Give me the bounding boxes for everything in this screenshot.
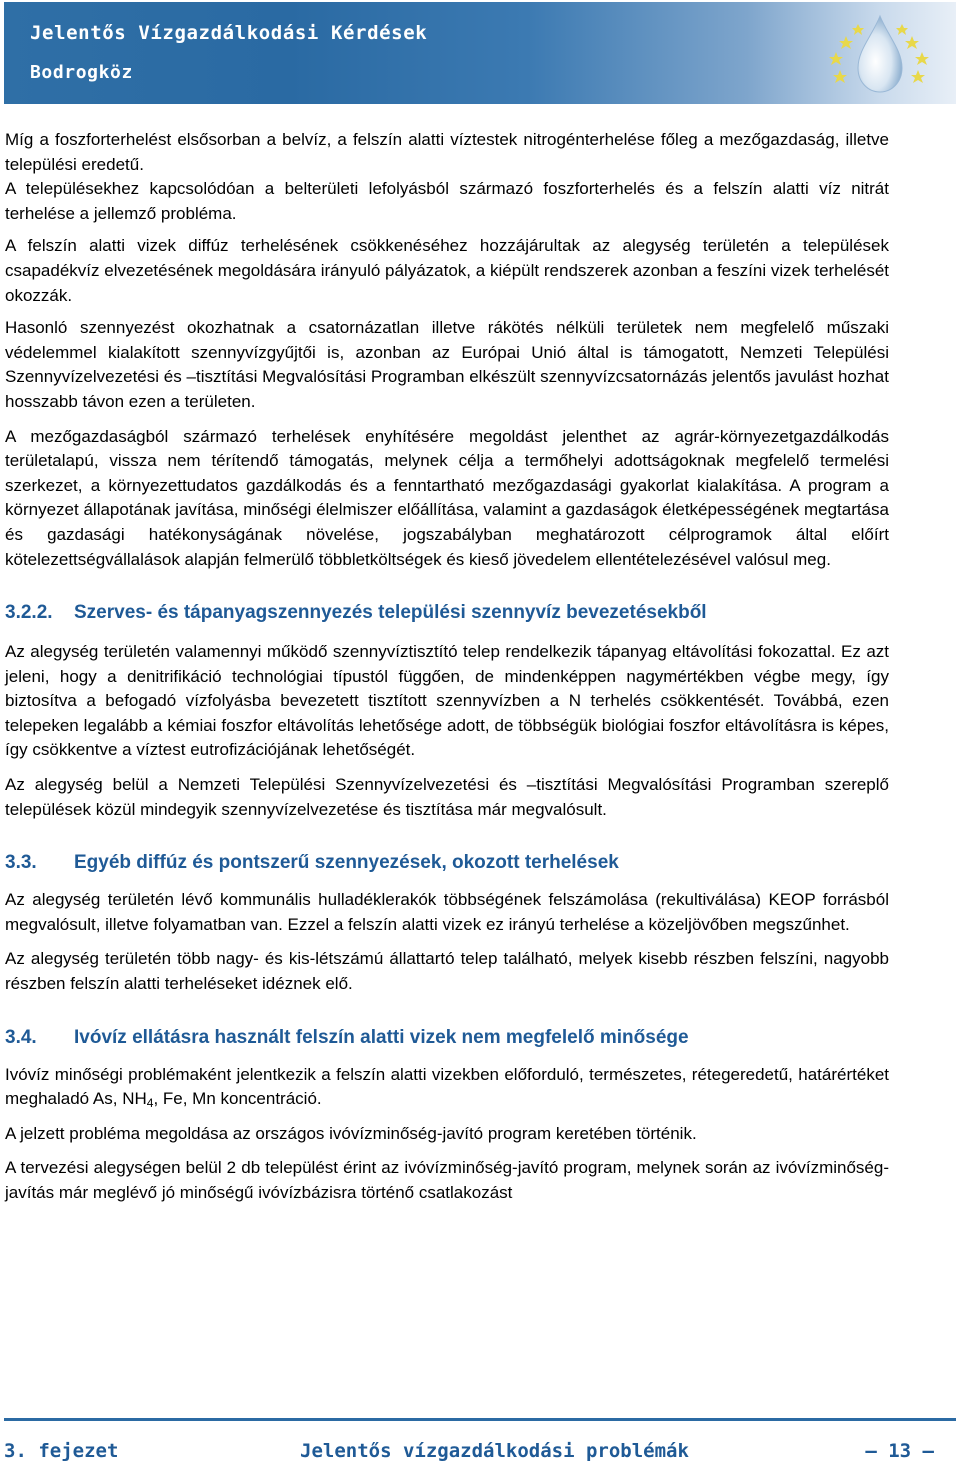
footer-title: Jelentős vízgazdálkodási problémák <box>300 1440 689 1462</box>
section-title: Szerves- és tápanyagszennyezés települési szennyvíz bevezetésekből <box>74 602 707 624</box>
section-heading <box>5 1023 889 1053</box>
footer-chapter: 3. fejezet <box>4 1440 119 1462</box>
subscript: 4 <box>146 1096 154 1111</box>
page-number: — 13 — <box>865 1440 934 1462</box>
document-subtitle: Bodrogköz <box>30 62 133 83</box>
paragraph: Az alegység területén valamennyi működő szennyvíztisztító telep rendelkezik tápanyag eltávolítási fokozattal. Ez azt jeleni, hogy a denitrifikáció technológiai típustól függően, de mindenképpen nagymértékben végbe megy, így biztosítva a befogadó vízfolyásba bevezetett tisztított szennyvízben a N terhelés csökkentését. Továbbá, ezen telepeken legalább a kémiai foszfor eltávolítás lehetősége adott, de többségük biológiai foszfor eltávolításra is képes, így csökkentve a víztest eutrofizációjának lehetőségét. <box>5 642 889 760</box>
section-number: 3.4. <box>5 1026 37 1048</box>
page-header <box>0 0 960 104</box>
paragraph: A felszín alatti vizek diffúz terhelésének csökkenéséhez hozzájárultak az alegység területén a települések csapadékvíz elvezetésének megoldására irányuló pályázatok, a kiépült rendszerek azonban a feszíni vizek terhelését okozzák. <box>5 236 889 305</box>
paragraph: Hasonló szennyezést okozhatnak a csatornázatlan illetve rákötés nélküli területek nem megfelelő műszaki védelemmel kialakított szennyvízgyűjtői is, azonban az Európai Unió által is támogatott, Nemzeti Települési Szennyvízelvezetési és –tisztítási Megvalósítási Programban elkészült szennyvízcsatornázás jelentős javulást hozhat hosszabb távon ezen a területen. <box>5 318 889 411</box>
section-heading <box>5 598 889 628</box>
paragraph: Az alegység belül a Nemzeti Települési Szennyvízelvezetési és –tisztítási Megvalósítási Programban szereplő települések közül mindegyik szennyvízelvezetése és tisztítása már megvalósult. <box>5 775 889 819</box>
paragraph-text: , Fe, Mn koncentráció. <box>153 1089 322 1109</box>
paragraph-text: Ivóvíz minőségi problémaként jelentkezik a felszín alatti vizekben előforduló, természetes, rétegeredetű, határértéket meghaladó As, NH <box>5 1064 889 1109</box>
section-title: Egyéb diffúz és pontszerű szennyezések, okozott terhelések <box>74 852 619 874</box>
water-drop-eu-stars-icon <box>806 6 952 102</box>
paragraph: A mezőgazdaságból származó terhelések enyhítésére megoldást jelenthet az agrár-környezetgazdálkodás területalapú, vissza nem térítendő támogatás, melynek célja a termőhelyi adottságoknak megfelelő termelési szerkezet, a környezettudatos gazdálkodás és a fenntartható mezőgazdasági gyakorlat kialakítása. A program a környezet állapotának javítása, minőségi élelmiszer előállítása, valamint a gazdaságok életképességének megtartása és gazdasági hatékonyságának növelése, jogszabályban meghatározott célprogramok által előírt kötelezettségvállalások alapján felmerülő többletköltségek és kieső jövedelem ellentételezésével valósul meg. <box>5 426 889 569</box>
document-title: Jelentős Vízgazdálkodási Kérdések <box>30 22 428 44</box>
paragraph: Az alegység területén lévő kommunális hulladéklerakók többségének felszámolása (rekultiválása) KEOP forrásból megvalósult, illetve folyamatban van. Ezzel a felszín alatti vizek ez irányú terhelése a közeljövőben megszűnhet. <box>5 890 889 934</box>
document-body <box>5 128 889 1206</box>
paragraph: Az alegység területén több nagy- és kis-létszámú állattartó telep található, melyek kisebb részben felszíni, nagyobb részben felszín alatti terheléseket idéznek elő. <box>5 949 889 994</box>
paragraph: A településekhez kapcsolódóan a belterületi lefolyásból származó foszforterhelés és a felszín alatti víz nitrát terhelése a jellemző probléma. <box>5 179 889 223</box>
paragraph: A jelzett probléma megoldása az országos ivóvízminőség-javító program keretében történik. <box>5 1123 697 1143</box>
section-title: Ivóvíz ellátásra használt felszín alatti vizek nem megfelelő minősége <box>74 1026 689 1048</box>
footer-rule <box>4 1418 956 1421</box>
paragraph: A tervezési alegységen belül 2 db települést érint az ivóvízminőség-javító program, melynek során az ivóvízminőség-javítás már meglévő jó minőségű ivóvízbázisra történő csatlakozást <box>5 1158 889 1202</box>
paragraph <box>5 1063 889 1112</box>
page-footer <box>4 1440 934 1470</box>
paragraph: Míg a foszforterhelést elsősorban a belvíz, a felszín alatti víztestek nitrogénterhelése főleg a mezőgazdaság, illetve települési eredetű. <box>5 130 889 174</box>
section-number: 3.2.2. <box>5 602 53 624</box>
section-heading <box>5 848 889 878</box>
section-number: 3.3. <box>5 852 37 874</box>
